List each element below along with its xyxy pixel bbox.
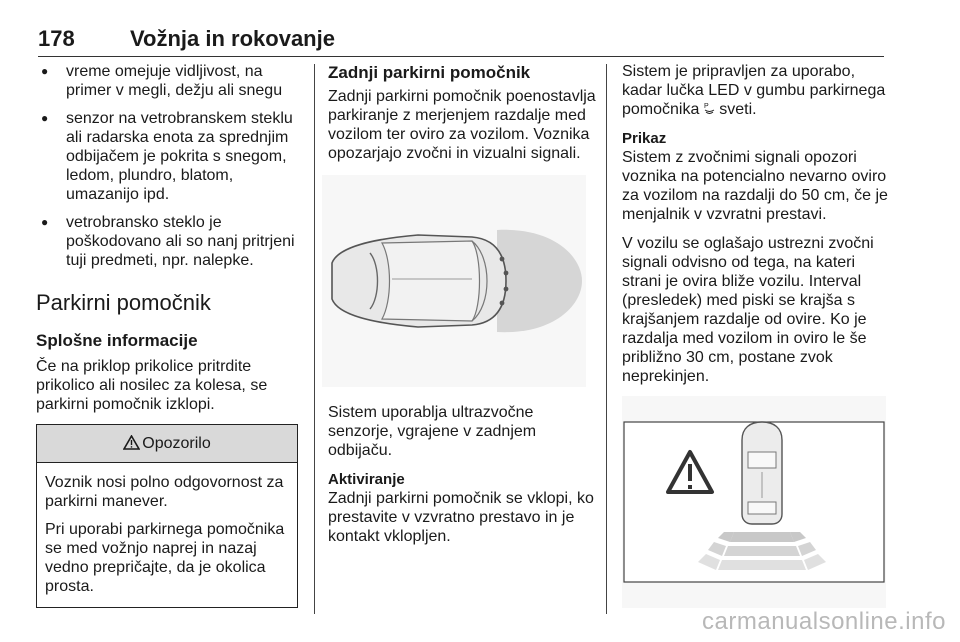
watermark: carmanualsonline.info [702,608,946,635]
column-divider [314,64,315,614]
warning-header [37,425,297,463]
column-middle [328,62,596,556]
rear-assist-heading: Zadnji parkirni pomočnik [328,63,531,82]
svg-text:P: P [703,103,709,110]
page-number: 178 [38,26,75,51]
signals-text: V vozilu se oglašajo ustrezni zvočni signali odvisno od tega, na kateri strani je ovira bliže vozilu. Interval (presledek) med piski se krajša s krajšanjem razdalje od ovire. Ko je razdalja med vozilom in oviro le še približno 30 cm, postane zvok neprekinjen. [622,235,874,385]
display-figure [622,396,886,608]
activation-text: Zadnji parkirni pomočnik se vklopi, ko prestavite v vzvratno prestavo in je kontakt vklopljen. [328,490,594,545]
warning-paragraph: Voznik nosi polno odgovornost za parkirni manever. [45,474,284,510]
column-right [622,62,888,608]
warning-box [36,424,298,608]
list-item: ● vreme omejuje vidljivost, na primer v megli, dežju ali snegu [36,62,298,100]
car-top-view-illustration [322,175,586,387]
warning-body [37,463,297,607]
column-divider [606,64,607,614]
running-title: Vožnja in rokovanje [130,26,335,51]
warning-triangle-icon [123,435,140,450]
condition-list [36,62,298,270]
activation-heading: Aktiviranje [328,471,405,488]
display-text: Sistem z zvočnimi signali opozori voznika na potencialno nevarno oviro za vozilom na razdalji do 50 cm, če je menjalnik v vzvratni prestavi. [622,149,888,223]
list-item: ● senzor na vetrobranskem steklu ali radarska enota za sprednjim odbijačem je pokrita s snegom, ledom, plundro, blatom, umazanijo ipd. [36,109,298,204]
display-heading: Prikaz [622,130,667,147]
sensor-zone-figure [322,175,586,387]
page-header [38,26,884,57]
parking-display-illustration [622,396,886,608]
ready-text-end: sveti. [719,101,757,118]
rear-assist-intro: Zadnji parkirni pomočnik poenostavlja parkiranje z merjenjem razdalje med vozilom ter oviro za vozilom. Voznika opozarjajo zvočni in vizualni signali. [328,88,596,162]
list-item: ● vetrobransko steklo je poškodovano ali so nanj pritrjeni tuji predmeti, npr. nalepke. [36,213,298,270]
parking-assist-icon [704,101,715,115]
column-left [36,62,298,608]
ready-text: Sistem je pripravljen za uporabo, kadar lučka LED v gumbu parkirnega pomočnika [622,63,886,118]
ready-paragraph [622,62,888,119]
section-title: Parkirni pomočnik [36,290,211,315]
warning-paragraph: Pri uporabi parkirnega pomočnika se med vožnjo naprej in nazaj vedno prepričajte, da je okolica prosta. [45,521,285,595]
intro-paragraph: Če na priklop prikolice pritrdite prikolico ali nosilec za kolesa, se parkirni pomočnik izklopi. [36,358,268,413]
subsection-title: Splošne informacije [36,331,198,350]
sensor-description: Sistem uporablja ultrazvočne senzorje, vgrajene v zadnjem odbijaču. [328,404,537,459]
warning-title: Opozorilo [142,435,211,452]
